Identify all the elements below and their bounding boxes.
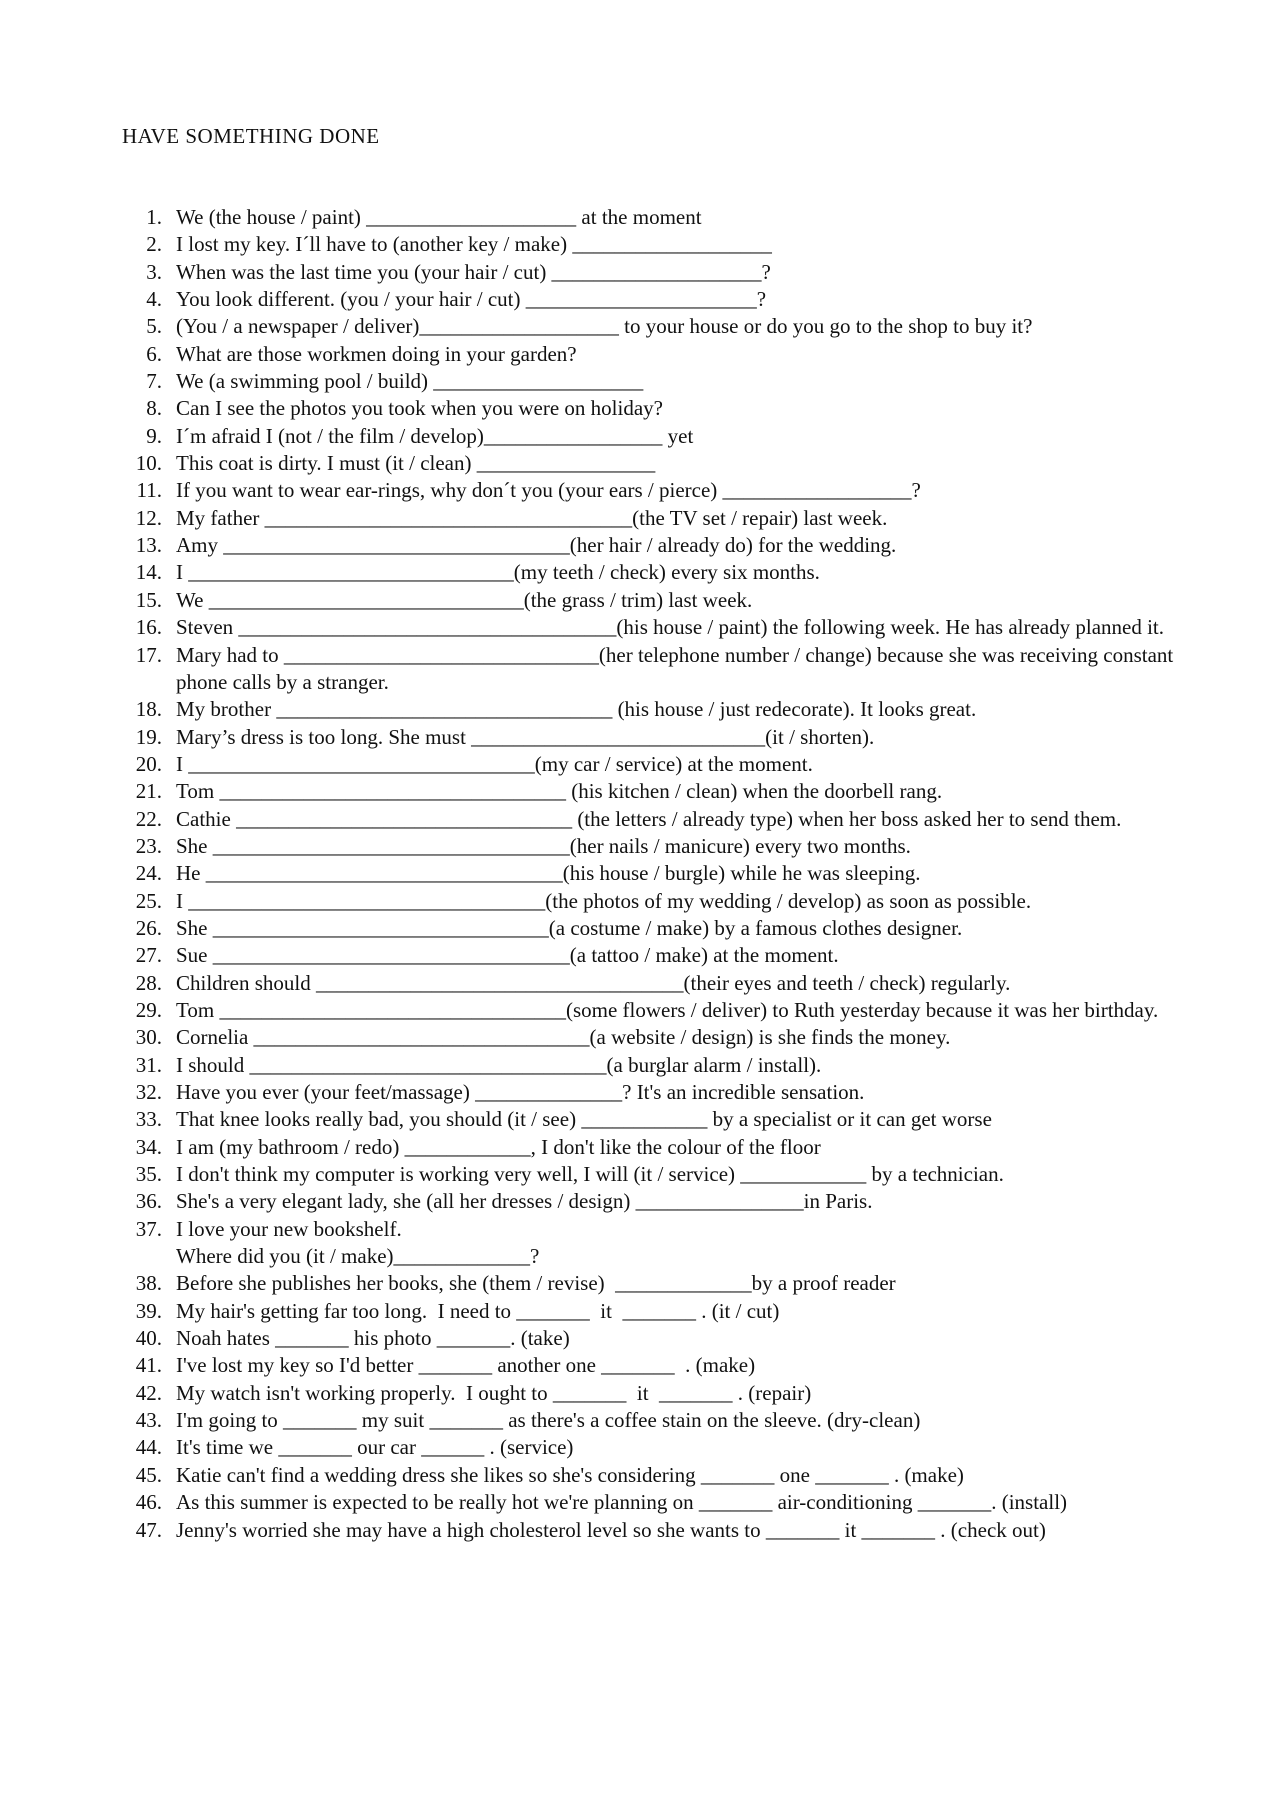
- exercise-sentence: If you want to wear ear-rings, why don´t you (your ears / pierce) __________________?: [176, 478, 921, 503]
- exercise-sentence: I´m afraid I (not / the film / develop)_________________ yet: [176, 423, 694, 448]
- exercise-item: [112, 286, 1192, 313]
- exercise-item: [112, 1462, 1192, 1489]
- exercise-number: 32.: [135, 1080, 162, 1104]
- exercise-sentence: Have you ever (your feet/massage) ______________? It's an incredible sensation.: [176, 1080, 865, 1104]
- exercise-sentence: She __________________________________(her nails / manicure) every two months.: [176, 833, 911, 858]
- exercise-item: [112, 1352, 1192, 1379]
- exercise-item: [112, 559, 1192, 586]
- exercise-number: 36.: [135, 1189, 162, 1214]
- exercise-number: 7.: [146, 369, 162, 394]
- exercise-number: 38.: [135, 1271, 162, 1296]
- exercise-sentence: I _________________________________(my car / service) at the moment.: [176, 751, 813, 776]
- exercise-sentence: Steven ____________________________________(his house / paint) the following week. He has already planned it.: [176, 615, 1165, 640]
- exercise-item: [112, 806, 1192, 833]
- exercise-item: [112, 1380, 1192, 1407]
- exercise-sentence: As this summer is expected to be really hot we're planning on _______ air-conditioning _______. (install): [176, 1490, 1068, 1515]
- exercise-sentence: Cathie ________________________________ (the letters / already type) when her boss asked her to send them.: [176, 806, 1122, 831]
- exercise-number: 1.: [146, 205, 162, 229]
- exercise-item: [112, 477, 1192, 504]
- exercise-number: 26.: [135, 915, 162, 940]
- exercise-number: 47.: [135, 1517, 162, 1542]
- exercise-number: 44.: [135, 1435, 162, 1460]
- exercise-item: [112, 696, 1192, 723]
- exercise-sentence: We ______________________________(the grass / trim) last week.: [176, 587, 753, 612]
- exercise-number: 12.: [135, 505, 162, 530]
- exercise-sentence: Before she publishes her books, she (them / revise) _____________by a proof reader: [176, 1271, 896, 1296]
- exercise-sentence: Mary had to ______________________________(her telephone number / change) because she was receiving constant phone calls by a stranger.: [176, 642, 1179, 694]
- exercise-number: 16.: [135, 615, 162, 640]
- exercise-number: 25.: [135, 888, 162, 913]
- exercise-item: [112, 204, 1192, 231]
- exercise-item: [112, 970, 1192, 997]
- exercise-item: [112, 942, 1192, 969]
- exercise-sentence: Tom _________________________________(some flowers / deliver) to Ruth yesterday because it was her birthday.: [176, 997, 1159, 1022]
- exercise-item: [112, 587, 1192, 614]
- exercise-item: [112, 1079, 1192, 1106]
- exercise-item: [112, 833, 1192, 860]
- exercise-number: 28.: [135, 970, 162, 995]
- exercise-item: [112, 395, 1192, 422]
- exercise-item: [112, 724, 1192, 751]
- exercise-sentence: I _______________________________(my teeth / check) every six months.: [176, 560, 820, 585]
- exercise-sentence: My watch isn't working properly. I ought to _______ it _______ . (repair): [176, 1380, 812, 1405]
- exercise-item: [112, 1024, 1192, 1051]
- exercise-sentence: That knee looks really bad, you should (it / see) ____________ by a specialist or it can get worse: [176, 1107, 992, 1132]
- exercise-item: [112, 997, 1192, 1024]
- exercise-number: 8.: [146, 396, 162, 421]
- exercise-item: [112, 1489, 1192, 1516]
- exercise-number: 43.: [135, 1408, 162, 1433]
- exercise-item: [112, 1161, 1192, 1188]
- exercise-item: [112, 1052, 1192, 1079]
- exercise-sentence: This coat is dirty. I must (it / clean) _________________: [176, 451, 656, 476]
- exercise-number: 27.: [135, 943, 162, 968]
- exercise-number: 45.: [135, 1462, 162, 1487]
- exercise-sentence: I'm going to _______ my suit _______ as there's a coffee stain on the sleeve. (dry-clean): [176, 1408, 921, 1433]
- exercise-number: 2.: [146, 232, 162, 257]
- exercise-number: 24.: [135, 861, 162, 886]
- exercise-sentence: Tom _________________________________ (his kitchen / clean) when the doorbell rang.: [176, 779, 943, 804]
- exercise-sentence: I lost my key. I´ll have to (another key / make) ___________________: [176, 232, 772, 257]
- exercise-item: [112, 259, 1192, 286]
- exercise-item: [112, 1325, 1192, 1352]
- exercise-sentence: (You / a newspaper / deliver)___________________ to your house or do you go to the shop to buy it?: [176, 314, 1033, 339]
- exercise-item: [112, 313, 1192, 340]
- exercise-sentence: I __________________________________(the photos of my wedding / develop) as soon as possible.: [176, 888, 1032, 913]
- exercise-sentence: I don't think my computer is working very well, I will (it / service) ____________ by a technician.: [176, 1162, 1004, 1187]
- exercise-item: [112, 778, 1192, 805]
- exercise-number: 17.: [135, 642, 162, 667]
- exercise-number: 19.: [135, 724, 162, 749]
- exercise-number: 37.: [135, 1216, 162, 1241]
- exercise-sentence: I am (my bathroom / redo) ____________, I don't like the colour of the floor: [176, 1134, 821, 1159]
- exercise-item: [112, 1434, 1192, 1461]
- exercise-item: [112, 1517, 1192, 1544]
- exercise-number: 46.: [135, 1490, 162, 1515]
- exercise-number: 21.: [135, 779, 162, 804]
- exercise-item: [112, 1270, 1192, 1297]
- exercise-number: 3.: [146, 259, 162, 284]
- exercise-item: [112, 1134, 1192, 1161]
- exercise-number: 9.: [146, 423, 162, 448]
- exercise-sentence: I love your new bookshelf. Where did you (it / make)_____________?: [176, 1216, 540, 1269]
- exercise-sentence: You look different. (you / your hair / cut) ______________________?: [176, 287, 767, 312]
- exercise-sentence: She ________________________________(a costume / make) by a famous clothes designer.: [176, 915, 963, 940]
- exercise-sentence: Can I see the photos you took when you were on holiday?: [176, 396, 663, 421]
- exercise-sentence: We (a swimming pool / build) ____________________: [176, 369, 644, 394]
- exercise-sentence: Jenny's worried she may have a high cholesterol level so she wants to _______ it _______ . (check out): [176, 1517, 1046, 1542]
- exercise-sentence: My brother ________________________________ (his house / just redecorate). It looks great.: [176, 697, 977, 722]
- exercise-item: [112, 231, 1192, 258]
- exercise-number: 29.: [135, 997, 162, 1022]
- exercise-number: 23.: [135, 833, 162, 858]
- exercise-item: [112, 1216, 1192, 1271]
- exercise-number: 42.: [135, 1380, 162, 1405]
- exercise-sentence: Cornelia ________________________________(a website / design) is she finds the money.: [176, 1025, 951, 1050]
- exercise-list: [112, 204, 1192, 1544]
- exercise-sentence: It's time we _______ our car ______ . (service): [176, 1435, 574, 1460]
- exercise-item: [112, 423, 1192, 450]
- exercise-item: [112, 1188, 1192, 1215]
- exercise-number: 22.: [135, 806, 162, 831]
- exercise-number: 6.: [146, 341, 162, 366]
- exercise-sentence: He __________________________________(his house / burgle) while he was sleeping.: [176, 861, 921, 886]
- exercise-number: 39.: [135, 1298, 162, 1323]
- exercise-item: [112, 614, 1192, 641]
- exercise-item: [112, 341, 1192, 368]
- exercise-number: 33.: [135, 1107, 162, 1132]
- exercise-sentence: My hair's getting far too long. I need to _______ it _______ . (it / cut): [176, 1298, 780, 1323]
- exercise-item: [112, 505, 1192, 532]
- exercise-number: 18.: [135, 697, 162, 722]
- exercise-number: 35.: [135, 1162, 162, 1187]
- exercise-item: [112, 1106, 1192, 1133]
- exercise-number: 15.: [135, 587, 162, 612]
- exercise-sentence: Noah hates _______ his photo _______. (take): [176, 1326, 570, 1351]
- exercise-number: 11.: [136, 478, 162, 503]
- exercise-item: [112, 915, 1192, 942]
- exercise-sentence: Children should ___________________________________(their eyes and teeth / check) regularly.: [176, 970, 1011, 995]
- exercise-item: [112, 642, 1192, 697]
- exercise-item: [112, 1298, 1192, 1325]
- exercise-number: 41.: [135, 1353, 162, 1378]
- exercise-number: 4.: [146, 287, 162, 312]
- exercise-sentence: Sue __________________________________(a tattoo / make) at the moment.: [176, 943, 839, 968]
- exercise-item: [112, 1407, 1192, 1434]
- exercise-item: [112, 860, 1192, 887]
- exercise-sentence: Mary’s dress is too long. She must ____________________________(it / shorten).: [176, 724, 875, 749]
- exercise-sentence: I've lost my key so I'd better _______ another one _______ . (make): [176, 1353, 756, 1378]
- exercise-sentence: She's a very elegant lady, she (all her dresses / design) ________________in Paris.: [176, 1189, 873, 1214]
- exercise-number: 5.: [146, 314, 162, 339]
- exercise-item: [112, 532, 1192, 559]
- exercise-sentence: We (the house / paint) ____________________ at the moment: [176, 205, 702, 229]
- exercise-sentence: When was the last time you (your hair / cut) ____________________?: [176, 259, 771, 284]
- exercise-sentence: Amy _________________________________(her hair / already do) for the wedding.: [176, 533, 897, 558]
- exercise-item: [112, 368, 1192, 395]
- exercise-number: 14.: [135, 560, 162, 585]
- worksheet-title: HAVE SOMETHING DONE: [122, 124, 380, 148]
- exercise-item: [112, 450, 1192, 477]
- exercise-number: 13.: [135, 533, 162, 558]
- exercise-sentence: My father ___________________________________(the TV set / repair) last week.: [176, 505, 888, 530]
- exercise-sentence: Katie can't find a wedding dress she likes so she's considering _______ one _______ . (make): [176, 1462, 964, 1487]
- exercise-sentence: What are those workmen doing in your garden?: [176, 341, 577, 366]
- exercise-number: 30.: [135, 1025, 162, 1050]
- exercise-number: 31.: [135, 1052, 162, 1077]
- exercise-number: 10.: [135, 451, 162, 476]
- exercise-sentence: I should __________________________________(a burglar alarm / install).: [176, 1052, 822, 1077]
- exercise-item: [112, 888, 1192, 915]
- exercise-number: 40.: [135, 1326, 162, 1351]
- exercise-number: 34.: [135, 1134, 162, 1159]
- exercise-item: [112, 751, 1192, 778]
- exercise-number: 20.: [135, 751, 162, 776]
